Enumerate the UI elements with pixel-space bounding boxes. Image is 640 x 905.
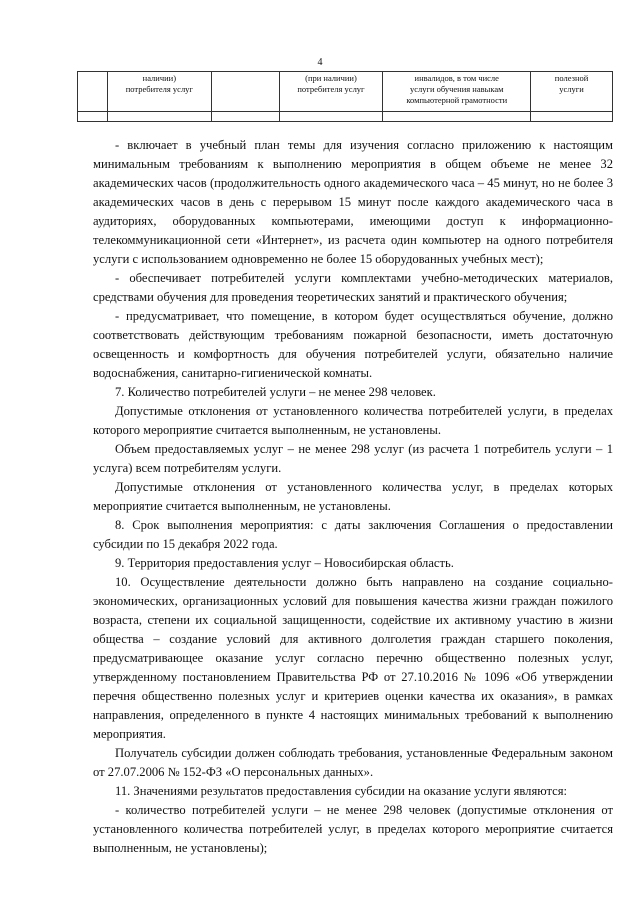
paragraph-materials: - обеспечивает потребителей услуги комплектами учебно-методических материалов, средствами обучения для проведения теоретических занятий и практического обучения; (93, 271, 613, 304)
paragraph-item-10: 10. Осуществление деятельности должно быть направлено на создание социально-экономических, организационных условий для повышения качества жизни граждан пожилого возраста, степени их социальной защищенности, содействие их активному участию в жизни общества – создание условий для активного долголетия граждан старшего поколения, предусматривающее оказание услуг согласно перечню общественно полезных услуг, утвержденному постановлением Правительства РФ от 27.10.2016 № 1096 «Об утверждении перечня общественно полезных услуг и критериев оценки качества их оказания», в рамках направления, определенного в пункте 4 настоящих минимальных требований к выполнению мероприятия. (93, 575, 613, 741)
paragraph-premises: - предусматривает, что помещение, в котором будет осуществляться обучение, должно соответствовать действующим требованиям пожарной безопасности, иметь достаточную освещенность и комфортность для обучения потребителей услуги, обязательно наличие водоснабжения, санитарно-гигиенической комнаты. (93, 309, 613, 380)
paragraph-deviation-consumers: Допустимые отклонения от установленного количества потребителей услуги, в пределах которого мероприятие считается выполненным, не установлены. (93, 404, 613, 437)
table-cell: (при наличии) потребителя услуг (279, 72, 383, 112)
table-cell (279, 112, 383, 122)
table-cell (383, 112, 531, 122)
document-body (93, 136, 613, 858)
continued-table (77, 71, 613, 122)
paragraph-item-8: 8. Срок выполнения мероприятия: с даты заключения Соглашения о предоставлении субсидии по 15 декабря 2022 года. (93, 518, 613, 551)
table-cell: наличии) потребителя услуг (107, 72, 211, 112)
paragraph-item-7: 7. Количество потребителей услуги – не менее 298 человек. (115, 385, 436, 399)
table-cell (78, 112, 108, 122)
table-cell (211, 72, 279, 112)
table-row (78, 72, 613, 112)
table-cell (78, 72, 108, 112)
table-cell: инвалидов, в том числе услуги обучения навыкам компьютерной грамотности (383, 72, 531, 112)
table-cell (531, 112, 613, 122)
table-cell (211, 112, 279, 122)
paragraph-curriculum: - включает в учебный план темы для изучения согласно приложению к настоящим минимальным требованиям к выполнению мероприятия в общем объеме не менее 32 академических часов (продолжительность одного академического часа – 45 минут, но не более 3 академических часов в день с перерывом 15 минут после каждого академического часа в аудиториях, оборудованных компьютерами, имеющими доступ к информационно-телекоммуникационной сети «Интернет», из расчета один компьютер на одного потребителя услуги с использованием одновременно не более 15 оборудованных учебных мест); (93, 138, 613, 266)
paragraph-service-volume: Объем предоставляемых услуг – не менее 298 услуг (из расчета 1 потребитель услуги – 1 услуга) всем потребителям услуги. (93, 442, 613, 475)
table-cell (107, 112, 211, 122)
page-number: 4 (317, 57, 323, 68)
paragraph-item-11: 11. Значениями результатов предоставления субсидии на оказание услуги являются: (115, 784, 568, 798)
table-row (78, 112, 613, 122)
paragraph-result-consumers: - количество потребителей услуги – не менее 298 человек (допустимые отклонения от установленного количества потребителей услуг, в пределах которого мероприятие считается выполненным, не установлены); (93, 803, 613, 855)
paragraph-item-9: 9. Территория предоставления услуг – Новосибирская область. (115, 556, 454, 570)
paragraph-deviation-services: Допустимые отклонения от установленного количества услуг, в пределах которых мероприятие считается выполненным, не установлены. (93, 480, 613, 513)
paragraph-personal-data: Получатель субсидии должен соблюдать требования, установленные Федеральным законом от 27.07.2006 № 152-ФЗ «О персональных данных». (93, 746, 613, 779)
table-cell: полезной услуги (531, 72, 613, 112)
